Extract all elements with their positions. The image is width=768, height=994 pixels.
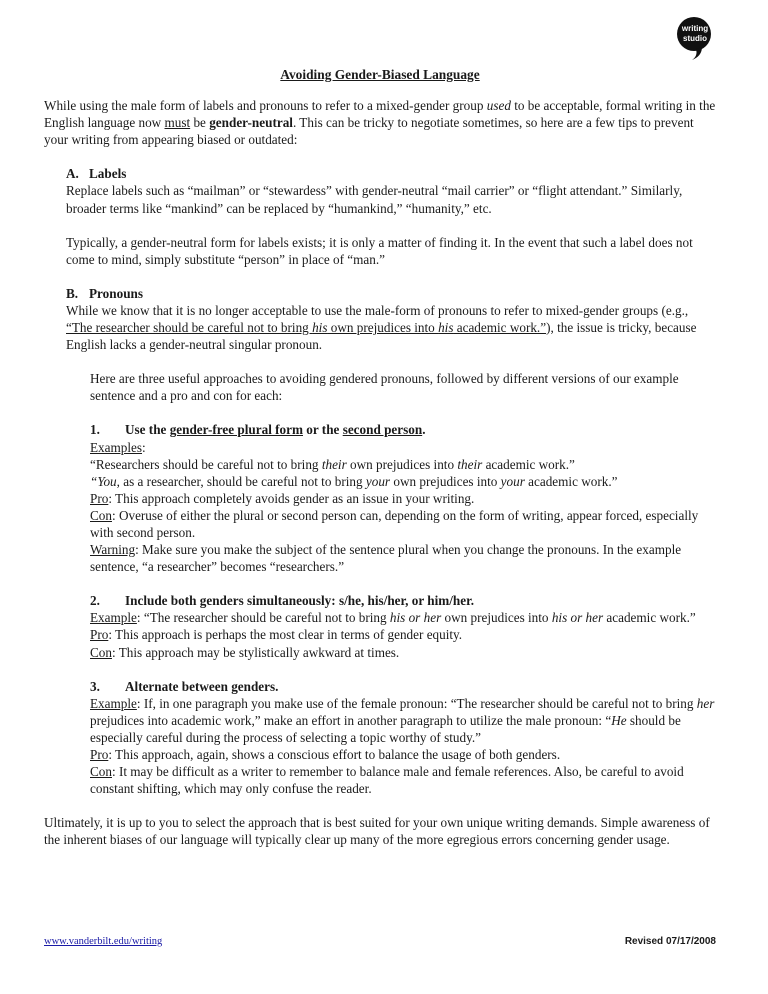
labels-paragraph-2: Typically, a gender-neutral form for labels exists; it is only a matter of finding it. In the event that such a label does not come to mind, simply substitute “person” in place of “man.” [66, 234, 693, 267]
example-line: Example: If, in one paragraph you make use of the female pronoun: “The researcher should be careful not to bring her prejudices into academic work,” make an effort in another paragraph to utilize the male pronoun: “He should be especially careful during the process of selecting a topic worthy of study.” [90, 695, 715, 745]
pro-line: Pro: This approach is perhaps the most clear in terms of gender equity. [90, 627, 463, 643]
approach-1 [90, 421, 716, 575]
pronouns-paragraph-1: While we know that it is no longer acceptable to use the male-form of pronouns to refer to mixed-gender groups (e.g., “The researcher should be careful not to bring his own prejudices into his academic work.”), the issue is tricky, because English lacks a gender-neutral singular pronoun. [66, 302, 697, 353]
section-labels [66, 165, 716, 284]
example-sentence-1: “Researchers should be careful not to bring their own prejudices into their academic work.” [90, 456, 575, 472]
approach-3 [90, 678, 716, 798]
pronouns-paragraph-2: Here are three useful approaches to avoiding gendered pronouns, followed by different versions of our example sentence and a pro and con for each: [90, 371, 679, 404]
con-line: Con: It may be difficult as a writer to remember to balance male and female references. Also, be careful to avoid constant shifting, which may only confuse the reader. [90, 764, 684, 797]
example-sentence-2: “You, as a researcher, should be careful not to bring your own prejudices into your academic work.” [90, 473, 618, 489]
revision-date: Revised 07/17/2008 [624, 936, 716, 947]
document-body [44, 66, 716, 848]
con-line: Con: Overuse of either the plural or second person can, depending on the form of writing, appear forced, especially with second person. [90, 507, 699, 540]
section-heading: B. Pronouns [66, 285, 143, 301]
approach-2 [90, 592, 716, 660]
labels-paragraph-1: Replace labels such as “mailman” or “stewardess” with gender-neutral “mail carrier” or “flight attendant.” Similarly, broader terms like “mankind” can be replaced by “humankind,” “humanity,” etc. [66, 183, 683, 216]
logo-text-bottom: studio [683, 34, 707, 43]
warning-line: Warning: Make sure you make the subject of the sentence plural when you change the pronouns. In the example sentence, “a researcher” becomes “researchers.” [90, 542, 682, 575]
intro-paragraph: While using the male form of labels and pronouns to refer to a mixed-gender group used to be acceptable, formal writing in the English language now must be gender-neutral. This can be tricky to negotiate sometimes, so here are a few tips to prevent your writing from appearing biased or outdated: [44, 98, 716, 148]
approach-heading: 1. Use the gender-free plural form or the second person. [90, 422, 426, 438]
writing-studio-logo [676, 16, 712, 60]
conclusion-paragraph: Ultimately, it is up to you to select the approach that is best suited for your own unique writing demands. Simple awareness of the inherent biases of our language will typically clear up many of the more egregious errors concerning gender usage. [44, 815, 710, 848]
pro-line: Pro: This approach, again, shows a conscious effort to balance the usage of both genders. [90, 747, 561, 762]
logo-text-top: writing [681, 24, 709, 33]
example-line: Example: “The researcher should be careful not to bring his or her own prejudices into his or her academic work.” [90, 610, 696, 626]
footer-website-link[interactable]: www.vanderbilt.edu/writing [44, 936, 163, 947]
examples-label: Examples: [90, 439, 146, 455]
page-title: Avoiding Gender-Biased Language [280, 67, 480, 82]
approach-heading: 3. Alternate between genders. [90, 678, 279, 694]
section-pronouns [66, 285, 716, 302]
pro-line: Pro: This approach completely avoids gender as an issue in your writing. [90, 490, 475, 506]
section-heading: A. Labels [66, 166, 127, 182]
approach-heading: 2. Include both genders simultaneously: s/he, his/her, or him/her. [90, 593, 475, 609]
con-line: Con: This approach may be stylistically awkward at times. [90, 644, 400, 660]
